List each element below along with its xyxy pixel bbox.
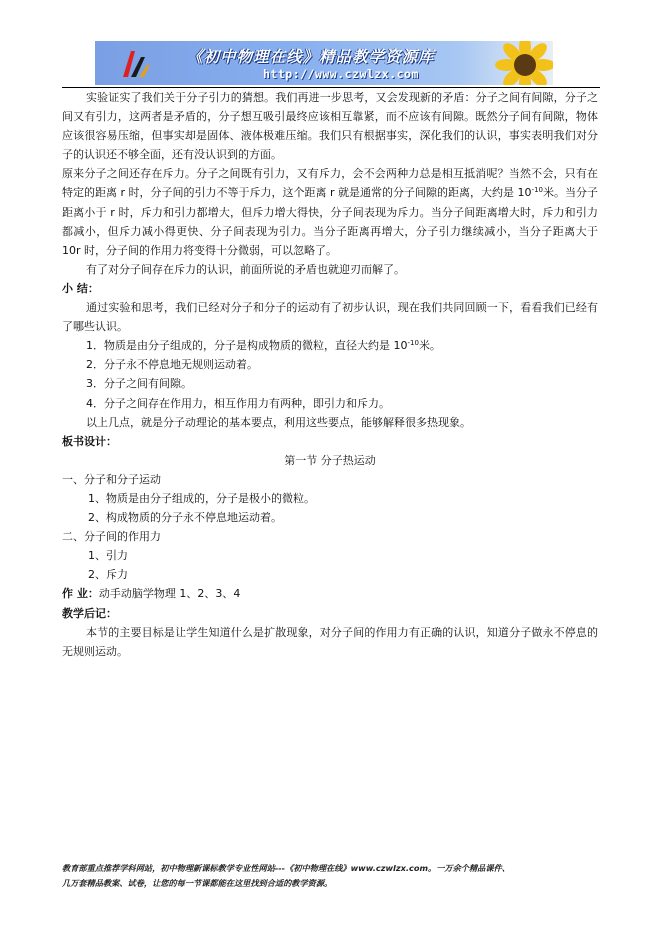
site-logo-icon — [119, 47, 153, 81]
board-section-1-item-2: 2、构成物质的分子永不停息地运动着。 — [88, 511, 282, 525]
paragraph-1: 实验证实了我们关于分子引力的猜想。我们再进一步思考，又会发现新的矛盾：分子之间有间隙，分子之间又有引力，这两者是矛盾的，分子想互吸引最终应该相互靠紧，而不应该有间隙。既然分子间有间隙，物体应该很容易压缩，但事实却是固体、液体极难压缩。我们只有根据事实，深化我们的认识，事实表明我们对分子的认识还不够全面，还有没认识到的方面。 — [62, 91, 598, 162]
summary-intro: 通过实验和思考，我们已经对分子和分子的运动有了初步认识，现在我们共同回顾一下，看看我们已经有了哪些认识。 — [62, 301, 598, 334]
header-url: http://www.czwlzx.com — [263, 67, 419, 81]
board-section-1: 一、分子和分子运动 — [62, 472, 161, 486]
footer-line-2: 几万套精品教案、试卷，让您的每一节课都能在这里找到合适的教学资源。 — [62, 877, 333, 888]
exponent: -10 — [531, 186, 543, 195]
summary-item-1: 1．物质是由分子组成的，分子是构成物质的微粒，直径大约是 $10^{-10}$米。 — [86, 339, 441, 353]
exponent: -10 — [407, 339, 419, 348]
paragraph-2: 原来分子之间还存在斥力。分子之间既有引力，又有斥力，会不会两种力总是相互抵消呢？当然不会，只有在特定的距离 r 时，分子间的引力不等于斥力，这个距离 r 就是通常的分子间隙的距离，大约是 $10^{-10}$米。当分子距离小于 r 时，斥力和引力都增大，但斥力增大得快，分子间表现为斥力。当分子间距离增大时，斥力和引力都减小，但斥力减小得更快、分子间表现为引力。当分子距离再增大，分子引力继续减小，当分子距离大于 10r 时，分子间的作用力将变得十分微弱，可以忽略了。 — [62, 167, 599, 257]
summary-item-4: 4．分子之间存在作用力，相互作用力有两种，即引力和斥力。 — [86, 396, 390, 410]
paragraph-3: 有了对分子间存在斥力的认识，前面所说的矛盾也就迎刃而解了。 — [86, 262, 405, 276]
homework-text: 动手动脑学物理 1、2、3、4 — [98, 587, 241, 601]
board-heading: 板书设计： — [62, 434, 117, 448]
summary-closing: 以上几点，就是分子动理论的基本要点，利用这些要点，能够解释很多热现象。 — [86, 415, 471, 429]
page-footer — [62, 861, 600, 890]
sunflower-icon — [495, 41, 553, 85]
postscript-text: 本节的主要目标是让学生知道什么是扩散现象，对分子间的作用力有正确的认识，知道分子做永不停息的无规则运动。 — [62, 625, 598, 658]
footer-line-1: 教育部重点推荐学科网站，初中物理新课标教学专业性网站---《初中物理在线》www.czwlzx.com。一万余个精品课件、 — [62, 863, 510, 873]
summary-item-3: 3．分子之间有间隙。 — [86, 377, 192, 391]
board-title: 第一节 分子热运动 — [284, 453, 376, 467]
header-title: 《初中物理在线》精品教学资源库 — [187, 47, 435, 66]
summary-item-2: 2．分子永不停息地无规则运动着。 — [86, 358, 258, 372]
document-body — [62, 88, 598, 661]
header-banner — [95, 41, 553, 85]
board-section-2: 二、分子间的作用力 — [62, 530, 161, 544]
board-section-2-item-2: 2、斥力 — [88, 568, 128, 582]
homework-label: 作 业： — [62, 587, 99, 601]
postscript-heading: 教学后记： — [62, 606, 117, 620]
homework — [62, 584, 598, 603]
summary-heading: 小 结： — [62, 281, 99, 295]
board-section-2-item-1: 1、引力 — [88, 549, 128, 563]
board-section-1-item-1: 1、物质是由分子组成的，分子是极小的微粒。 — [88, 491, 315, 505]
